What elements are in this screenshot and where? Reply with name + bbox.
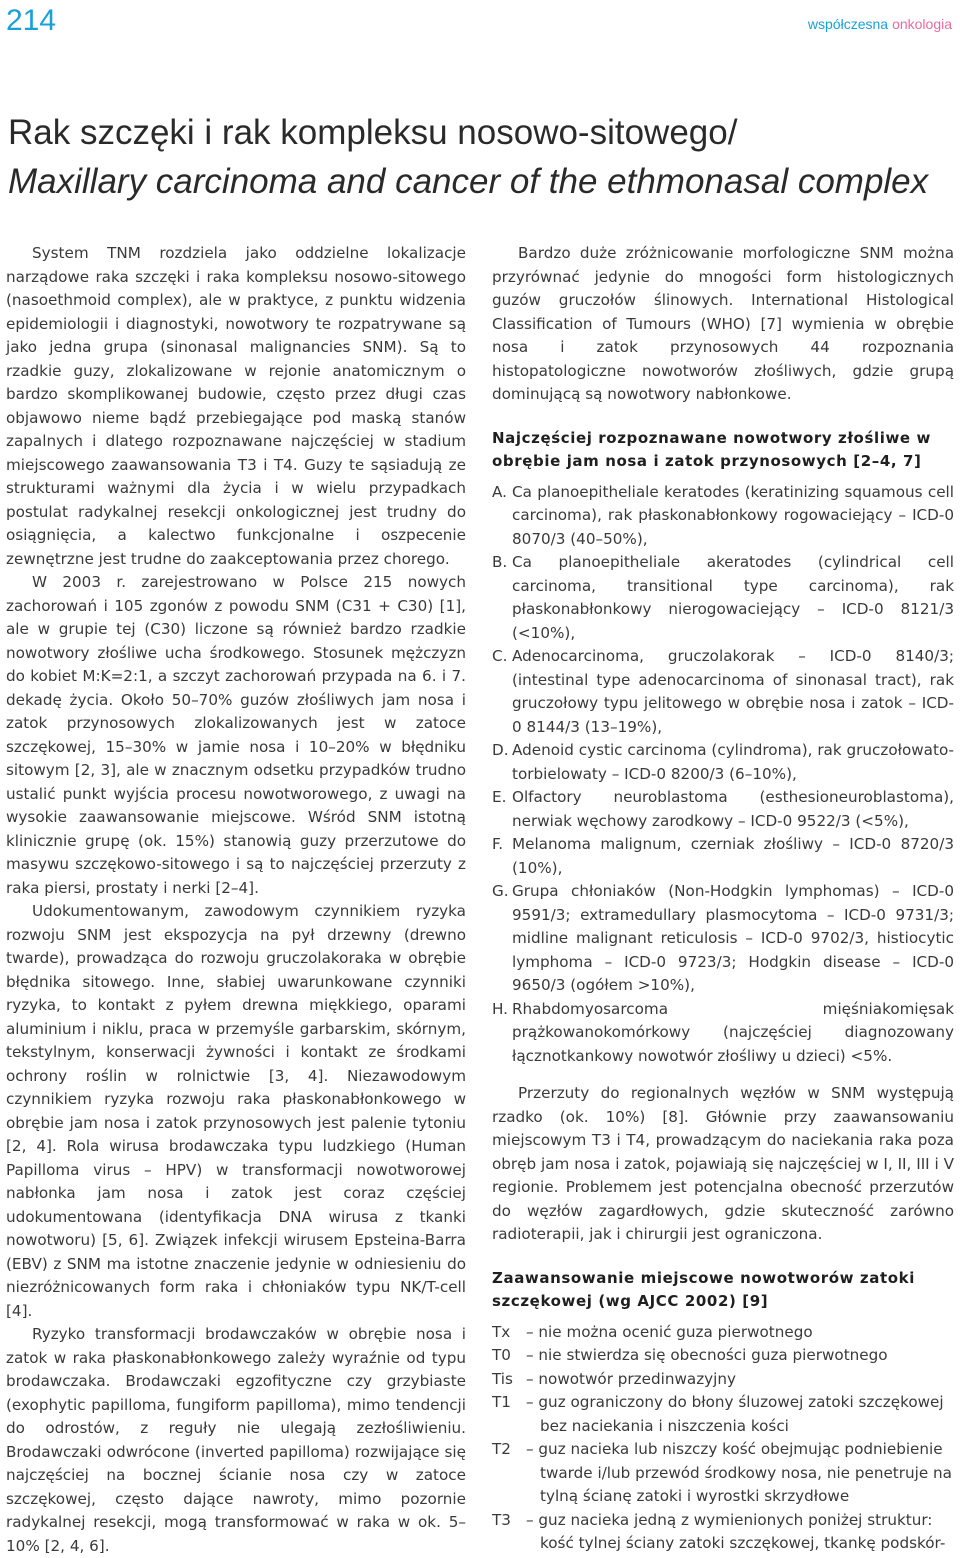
list-item: Tis – nowotwór przedinwazyjny [492,1368,954,1392]
section-heading-common-tumors: Najczęściej rozpoznawane nowotwory złośliwe w obrębie jam nosa i zatok przynosowych [2–4, 7] [492,428,931,470]
journal-name-part1: współczesna [807,16,889,32]
paragraph-risk-factors: Udokumentowanym, zawodowym czynnikiem ryzyka rozwoju SNM jest ekspozycja na pył drzewny (drewno twarde), prowadząca do rozwoju gruczolakoraka w obrębie błędnika sitowego. Inne, słabiej uwarunkowane czynniki ryzyka, to kontakt z pyłem drewna miękkiego, oparami aluminium i niklu, praca w przemyśle garbarskim, skórnym, tekstylnym, konserwacji żywności i kontakt ze środkami ochrony roślin w rolnictwie [3, 4]. Niezawodowym czynnikiem ryzyka rozwoju raka płaskonabłonkowego w obrębie jam nosa i zatok przynosowych jest palenie tytoniu [2, 4]. Rola wirusa brodawczaka typu ludzkiego (Human Papilloma virus – HPV) w transformacji nowotworowej nabłonka jam nosa i zatok jest coraz częściej udokumentowana (identyfikacja DNA wirusa z tkanki nowotworu) [5, 6]. Związek infekcji wirusem Epsteina-Barra (EBV) z SNM ma istotne znaczenie jedynie w odniesieniu do niezróżnicowanych form raka i chłoniaków typu NK/T-cell [4]. [6,902,466,1320]
paragraph-morphology: Bardzo duże zróżnicowanie morfologiczne SNM można przyrównać jedynie do mnogości form histologicznych guzów gruczołów ślinowych. International Histological Classification of Tumours (WHO) [7] wymienia w obrębie nosa i zatok przynosowych 44 rozpoznania histopatologiczne nowotworów złośliwych, gdzie grupą dominującą są nowotwory nabłonkowe. [492,244,954,403]
paragraph-intro: System TNM rozdziela jako oddzielne lokalizacje narządowe raka szczęki i raka kompleksu nosowo-sitowego (nasoethmoid complex), ale w praktyce, z punktu widzenia epidemiologii i diagnostyki, nowotwory te rozpatrywane są jako jedna grupa (sinonasal malignancies SNM). Są to rzadkie guzy, zlokalizowane w rejonie anatomicznym o bardzo skomplikowanej budowie, często przez długi czas objawowo nieme bądź przebiegające pod maską stanów zapalnych i dlatego rozpoznawane najczęściej w stadium miejscowego zaawansowania T3 i T4. Guzy te sąsiadują ze strukturami ważnymi dla życia i w wielu przypadkach postulat radykalnej resekcji onkologicznej jest trudny do osiągnięcia, a kalectwo funkcjonalne i oszpecenie zewnętrzne jest trudne do zaakceptowania przez chorego. [6,244,466,568]
list-item: T3 – guz nacieka jedną z wymienionych poniżej struktur: kość tylnej ściany zatoki szczękowej, tkankę podskór- [492,1509,954,1556]
right-column [492,242,954,1556]
list-item: Tx – nie można ocenić guza pierwotnego [492,1321,954,1345]
list-item: H. Rhabdomyosarcoma mięśniakomięsak prążkowanokomórkowy (najczęściej diagnozowany łącznotkankowy nowotwór złośliwy u dzieci) <5%. [492,999,954,1065]
list-item: T0 – nie stwierdza się obecności guza pierwotnego [492,1344,954,1368]
list-item: A. Ca planoepitheliale keratodes (keratinizing squamous cell carcinoma), rak płaskonabłonkowy rogowaciejący – ICD-0 8070/3 (40–50%), [492,482,954,548]
journal-name [808,16,952,32]
paragraph-epidemiology: W 2003 r. zarejestrowano w Polsce 215 nowych zachorowań i 105 zgonów z powodu SNM (C31 + C30) [1], ale w grupie tej (C30) liczone są również bardzo rzadkie nowotwory złośliwe ucha środkowego. Stosunek mężczyzn do kobiet M:K=2:1, a szczyt zachorowań przypada na 6. i 7. dekadę życia. Około 50–70% guzów złośliwych jam nosa i zatok przynosowych zlokalizowanych jest w zatoce szczękowej, 15–30% w jamie nosa i 10–20% w błędniku sitowym [2, 3], ale w znacznym odsetku przypadków trudno ustalić punkt wyjścia procesu nowotworowego, z uwagi na wysokie zaawansowanie miejscowe. Wśród SNM istotną klinicznie grupę (ok. 15%) stanowią guzy przerzutowe do masywu szczękowo-sitowego i są to najczęściej przerzuty z raka piersi, prostaty i nerki [2–4]. [6,573,466,897]
page-number: 214 [6,4,57,37]
list-item: E. Olfactory neuroblastoma (esthesioneuroblastoma), nerwiak węchowy zarodkowy – ICD-0 9522/3 (<5%), [492,788,954,830]
list-item: B. Ca planoepitheliale akeratodes (cylindrical cell carcinoma, transitional type carcinoma), rak płaskonabłonkowy nierogowaciejący – ICD-0 8121/3 (<10%), [492,553,954,642]
list-item: T2 – guz nacieka lub niszczy kość obejmując podniebienie twarde i/lub przewód środkowy nosa, nie penetruje na tylną ścianę zatoki i wyrostki skrzydłowe [492,1438,954,1509]
list-item: G. Grupa chłoniaków (Non-Hodgkin lymphomas) – ICD-0 9591/3; extramedullary plasmocytoma – ICD-0 9731/3; midline malignant reticulosis – ICD-0 9702/3, histiocytic lymphoma – ICD-0 9723/3; Hodgkin disease – ICD-0 9650/3 (ogółem >10%), [492,882,954,994]
article-title [8,108,948,206]
tnm-staging-list [492,1321,954,1556]
left-column [6,242,466,1558]
journal-name-part2: onkologia [892,16,952,32]
section-heading-staging: Zaawansowanie miejscowe nowotworów zatoki szczękowej (wg AJCC 2002) [9] [492,1268,915,1310]
article-title-polish: Rak szczęki i rak kompleksu nosowo-sitowego/ [8,113,738,152]
list-item: D. Adenoid cystic carcinoma (cylindroma), rak gruczołowato-torbielowaty – ICD-0 8200/3 (6–10%), [492,741,954,783]
article-title-english: Maxillary carcinoma and cancer of the ethmonasal complex [8,162,929,201]
paragraph-papilloma: Ryzyko transformacji brodawczaków w obrębie nosa i zatok w raka płaskonabłonkowego zależy wyraźnie od typu brodawczaka. Brodawczaki egzofityczne czy grzybiaste (exophytic papilloma, fungiform papilloma), mimo tendencji do odrostów, z reguły nie ulegają zezłośliwieniu. Brodawczaki odwrócone (inverted papilloma) rozwijające się najczęściej na bocznej ścianie nosa czy w zatoce szczękowej, często dające nawroty, mimo pozornie radykalnej resekcji, mogą transformować w raka w ok. 5–10% [2, 4, 6]. [6,1325,466,1555]
paragraph-metastasis: Przerzuty do regionalnych węzłów w SNM występują rzadko (ok. 10%) [8]. Głównie przy zaawansowaniu miejscowym T3 i T4, prowadzącym do naciekania raka poza obręb jam nosa i zatok, pojawiają się najczęściej w I, II, III i V regionie. Problemem jest potencjalna obecność przerzutów do węzłów zagardłowych, gdzie skuteczność zarówno radioterapii, jak i chirurgii jest ograniczona. [492,1084,954,1243]
list-item: T1 – guz ograniczony do błony śluzowej zatoki szczękowej bez naciekania i niszczenia kości [492,1391,954,1438]
tumor-type-list [492,481,954,1069]
list-item: F. Melanoma malignum, czerniak złośliwy – ICD-0 8720/3 (10%), [492,835,954,877]
list-item: C. Adenocarcinoma, gruczolakorak – ICD-0 8140/3; (intestinal type adenocarcinoma of sinonasal tract), rak gruczołowy typu jelitowego w obrębie nosa i zatok – ICD-0 8144/3 (13–19%), [492,647,954,736]
